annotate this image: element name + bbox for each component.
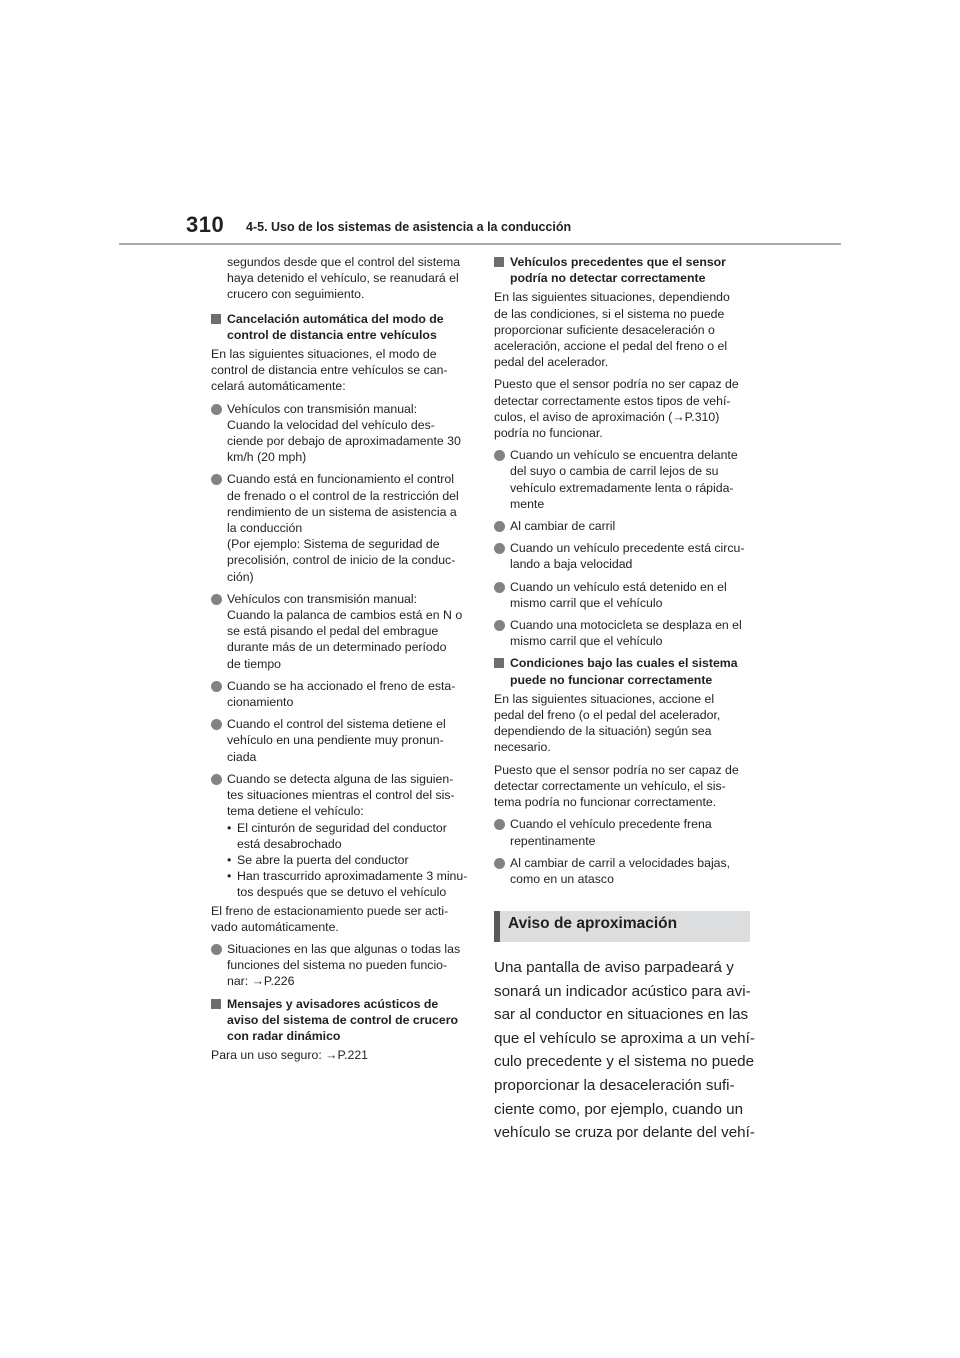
text-line: funciones del sistema no pueden funcio- bbox=[227, 958, 448, 973]
text-line: pedal del freno (o el pedal del acelerador, bbox=[494, 708, 721, 723]
text-line: necesario. bbox=[494, 740, 551, 755]
paragraph bbox=[211, 1047, 469, 1063]
text-line: lando a baja velocidad bbox=[510, 557, 633, 572]
circle-bullet-icon bbox=[494, 819, 505, 830]
text-line: está desabrochado bbox=[237, 836, 342, 851]
text-line: Han trascurrido aproximadamente 3 minu- bbox=[237, 869, 468, 884]
text-line: Vehículos con transmisión manual: bbox=[227, 401, 418, 416]
dot-marker-icon: • bbox=[227, 820, 232, 835]
text-line: tema detiene el vehículo: bbox=[227, 804, 364, 819]
square-bullet-icon bbox=[211, 999, 221, 1009]
circle-bullet-icon bbox=[211, 474, 222, 485]
bullet-item bbox=[494, 540, 752, 572]
text-line: se está pisando el pedal del embrague bbox=[227, 624, 439, 639]
text-line: de las condiciones, si el sistema no puede bbox=[494, 306, 725, 321]
text-line: Cuando el control del sistema detiene el bbox=[227, 717, 446, 732]
bullet-item bbox=[494, 518, 752, 534]
text-line: ción) bbox=[227, 569, 254, 584]
circle-bullet-icon bbox=[494, 450, 505, 461]
text-line: Cuando se ha accionado el freno de esta- bbox=[227, 678, 456, 693]
text-line: la conducción bbox=[227, 521, 303, 536]
text-line: Al cambiar de carril bbox=[510, 519, 616, 534]
text-line: En las siguientes situaciones, dependiendo bbox=[494, 290, 730, 305]
heading-line: Cancelación automática del modo de bbox=[227, 311, 444, 326]
bullet-item bbox=[494, 579, 752, 611]
paragraph bbox=[211, 346, 469, 395]
circle-bullet-icon bbox=[211, 719, 222, 730]
text-line: detectar correctamente estos tipos de vehí- bbox=[494, 393, 731, 408]
text-line: mismo carril que el vehículo bbox=[510, 595, 663, 610]
heading-line: control de distancia entre vehículos bbox=[227, 327, 437, 342]
section-heading-mensajes bbox=[211, 996, 469, 1045]
bullet-item bbox=[211, 941, 469, 990]
text-line: Al cambiar de carril a velocidades bajas, bbox=[510, 855, 731, 870]
circle-bullet-icon bbox=[211, 774, 222, 785]
dot-marker-icon: • bbox=[227, 852, 232, 867]
text-line: Cuando la palanca de cambios está en N o bbox=[227, 608, 463, 623]
text-line: aceleración, accione el pedal del freno o el bbox=[494, 339, 728, 354]
text-line: El freno de estacionamiento puede ser acti- bbox=[211, 903, 449, 918]
left-column bbox=[211, 254, 469, 1069]
text-line: pedal del acelerador. bbox=[494, 355, 609, 370]
text-line: vehículo extremadamente lenta o rápida- bbox=[510, 480, 734, 495]
bullet-item bbox=[211, 591, 469, 672]
header-rule bbox=[119, 243, 841, 245]
text-line: km/h (20 mph) bbox=[227, 450, 307, 465]
text-line: control de distancia entre vehículos se can- bbox=[211, 363, 448, 378]
paragraph bbox=[211, 903, 469, 935]
text-line: tos después que se detuvo el vehículo bbox=[237, 885, 447, 900]
heading-line: Vehículos precedentes que el sensor bbox=[510, 255, 726, 269]
text-line: Cuando una motocicleta se desplaza en el bbox=[510, 618, 742, 633]
continued-paragraph bbox=[211, 254, 469, 303]
text-line: Situaciones en las que algunas o todas las bbox=[227, 941, 461, 956]
circle-bullet-icon bbox=[494, 620, 505, 631]
circle-bullet-icon bbox=[494, 543, 505, 554]
section-heading-cancelacion bbox=[211, 311, 469, 343]
heading-line: puede no funcionar correctamente bbox=[510, 672, 713, 687]
text-line: tes situaciones mientras el control del sis- bbox=[227, 788, 455, 803]
text-line: de frenado o el control de la restricción del bbox=[227, 488, 459, 503]
heading-line: Mensajes y avisadores acústicos de bbox=[227, 996, 439, 1011]
text-line: ciada bbox=[227, 749, 257, 764]
page-header bbox=[0, 0, 960, 250]
circle-bullet-icon bbox=[211, 594, 222, 605]
page-reference-link[interactable]: culos, el aviso de aproximación (→P.310) bbox=[494, 409, 720, 424]
section-heading-vehiculos-precedentes bbox=[494, 254, 752, 286]
text-line: Cuando se detecta alguna de las siguien- bbox=[227, 771, 454, 786]
circle-bullet-icon bbox=[211, 681, 222, 692]
text-line: Puesto que el sensor podría no ser capaz de bbox=[494, 377, 739, 392]
page-reference-link[interactable]: Para un uso seguro: →P.221 bbox=[211, 1048, 369, 1063]
text-line: sonará un indicador acústico para avi- bbox=[494, 982, 751, 1000]
text-line: vehículo en una pendiente muy pronun- bbox=[227, 733, 444, 748]
text-line: Cuando la velocidad del vehículo des- bbox=[227, 417, 435, 432]
text-line: tema podría no funcionar correctamente. bbox=[494, 795, 717, 810]
paragraph bbox=[494, 691, 752, 756]
paragraph bbox=[494, 289, 752, 370]
text-line: de tiempo bbox=[227, 656, 282, 671]
text-line: vado automáticamente. bbox=[211, 919, 339, 934]
aviso-paragraph bbox=[494, 956, 755, 1145]
text-line: mismo carril que el vehículo bbox=[510, 634, 663, 649]
text-line: precolisión, control de inicio de la conduc- bbox=[227, 553, 456, 568]
bullet-item bbox=[494, 447, 752, 512]
text-line: durante más de un determinado período bbox=[227, 640, 447, 655]
sub-list-item bbox=[227, 852, 469, 868]
text-line: Se abre la puerta del conductor bbox=[237, 852, 409, 867]
text-line: El cinturón de seguridad del conductor bbox=[237, 820, 447, 835]
text-line: En las siguientes situaciones, accione el bbox=[494, 691, 715, 706]
text-line: cionamiento bbox=[227, 695, 294, 710]
bullet-item bbox=[211, 771, 469, 901]
section-heading-condiciones bbox=[494, 655, 752, 687]
bullet-item bbox=[211, 678, 469, 710]
section-banner-aviso bbox=[494, 911, 750, 942]
text-line: crucero con seguimiento. bbox=[227, 287, 365, 302]
text-line: Cuando un vehículo precedente está circu- bbox=[510, 541, 745, 556]
bullet-item bbox=[494, 617, 752, 649]
text-line: vehículo se cruza por delante del vehí- bbox=[494, 1124, 755, 1142]
text-line: del suyo o cambia de carril lejos de su bbox=[510, 464, 719, 479]
text-line: dependiendo de la situación) según sea bbox=[494, 724, 712, 739]
text-line: Cuando un vehículo se encuentra delante bbox=[510, 448, 738, 463]
circle-bullet-icon bbox=[494, 858, 505, 869]
sub-list-item bbox=[227, 868, 469, 900]
text-line: repentinamente bbox=[510, 833, 596, 848]
sub-list-item bbox=[227, 820, 469, 852]
bullet-item bbox=[211, 471, 469, 584]
text-line: proporcionar suficiente desaceleración o bbox=[494, 322, 715, 337]
text-line: Cuando está en funcionamiento el control bbox=[227, 472, 454, 487]
heading-line: aviso del sistema de control de crucero bbox=[227, 1012, 458, 1027]
bullet-item bbox=[211, 401, 469, 466]
text-line: ciente como, por ejemplo, cuando un bbox=[494, 1100, 744, 1118]
text-line: ciende por debajo de aproximadamente 30 bbox=[227, 434, 461, 449]
text-line: Puesto que el sensor podría no ser capaz de bbox=[494, 762, 739, 777]
circle-bullet-icon bbox=[211, 404, 222, 415]
paragraph bbox=[494, 762, 752, 811]
text-line: rendimiento de un sistema de asistencia a bbox=[227, 504, 457, 519]
text-line: (Por ejemplo: Sistema de seguridad de bbox=[227, 537, 440, 552]
square-bullet-icon bbox=[494, 257, 504, 267]
square-bullet-icon bbox=[494, 658, 504, 668]
page-reference-link[interactable]: nar: →P.226 bbox=[227, 974, 295, 989]
text-line: Vehículos con transmisión manual: bbox=[227, 591, 418, 606]
text-line: que el vehículo se aproxima a un vehí- bbox=[494, 1029, 755, 1047]
bullet-item bbox=[494, 816, 752, 848]
right-column bbox=[494, 254, 755, 1145]
text-line: Cuando el vehículo precedente frena bbox=[510, 817, 712, 832]
text-line: haya detenido el vehículo, se reanudará el bbox=[227, 271, 459, 286]
paragraph bbox=[494, 376, 752, 441]
bullet-item bbox=[494, 855, 752, 887]
circle-bullet-icon bbox=[494, 521, 505, 532]
page-number: 310 bbox=[186, 212, 225, 237]
heading-line: podría no detectar correctamente bbox=[510, 271, 706, 286]
text-line: segundos desde que el control del sistema bbox=[227, 255, 461, 269]
circle-bullet-icon bbox=[211, 944, 222, 955]
square-bullet-icon bbox=[211, 314, 221, 324]
dot-marker-icon: • bbox=[227, 869, 232, 884]
heading-line: con radar dinámico bbox=[227, 1028, 341, 1043]
text-line: culo precedente y el sistema no puede bbox=[494, 1053, 755, 1071]
text-line: detectar correctamente un vehículo, el sis- bbox=[494, 778, 726, 793]
banner-title: Aviso de aproximación bbox=[508, 915, 678, 933]
text-line: proporcionar la desaceleración sufi- bbox=[494, 1077, 735, 1095]
chapter-title: 4-5. Uso de los sistemas de asistencia a la conducción bbox=[246, 220, 572, 234]
text-line: podría no funcionar. bbox=[494, 426, 603, 441]
bullet-item bbox=[211, 716, 469, 765]
text-line: mente bbox=[510, 496, 545, 511]
text-line: Cuando un vehículo está detenido en el bbox=[510, 579, 727, 594]
text-line: Una pantalla de aviso parpadeará y bbox=[494, 959, 734, 977]
circle-bullet-icon bbox=[494, 582, 505, 593]
text-line: como en un atasco bbox=[510, 871, 614, 886]
text-line: sar al conductor en situaciones en las bbox=[494, 1006, 749, 1024]
text-line: En las siguientes situaciones, el modo de bbox=[211, 347, 437, 362]
heading-line: Condiciones bajo las cuales el sistema bbox=[510, 656, 738, 671]
text-line: celará automáticamente: bbox=[211, 379, 346, 394]
